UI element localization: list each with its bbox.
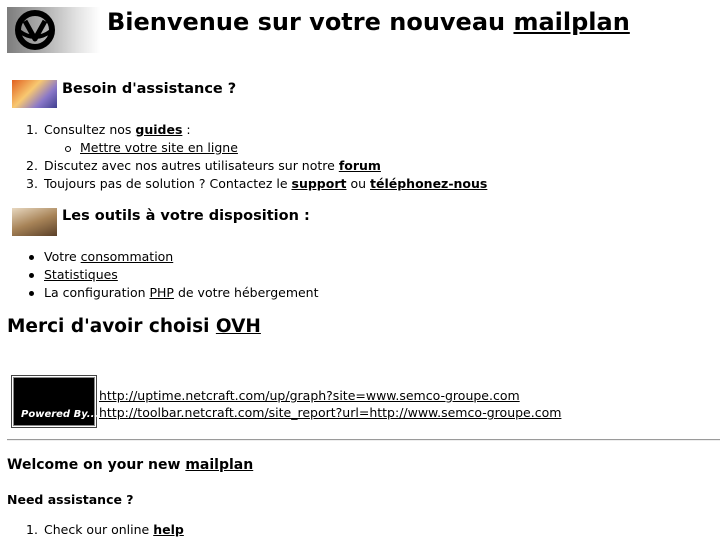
list-item: 1. Check our online help bbox=[26, 522, 184, 537]
english-mailplan-link[interactable]: mailplan bbox=[185, 457, 254, 473]
telephone-link[interactable]: téléphonez-nous bbox=[370, 176, 488, 191]
assistance-list bbox=[0, 121, 700, 193]
consommation-link[interactable]: consommation bbox=[80, 249, 174, 264]
thanks-heading: Merci d'avoir choisi OVH bbox=[7, 316, 261, 337]
uptime-link[interactable]: http://uptime.netcraft.com/up/graph?site=www.semco-groupe.com bbox=[99, 388, 520, 403]
list-item: Votre consommation bbox=[0, 248, 700, 266]
ovh-logo-icon bbox=[13, 9, 57, 51]
english-assistance-list bbox=[0, 521, 700, 539]
tools-list bbox=[0, 248, 700, 302]
english-welcome-heading: Welcome on your new mailplan bbox=[7, 457, 254, 473]
tools-icon bbox=[12, 208, 57, 236]
netcraft-badge[interactable]: Powered By... bbox=[13, 377, 95, 426]
php-link[interactable]: PHP bbox=[149, 285, 174, 300]
forum-link[interactable]: forum bbox=[338, 158, 381, 173]
list-item bbox=[0, 266, 700, 284]
mailplan-link[interactable]: mailplan bbox=[513, 8, 630, 36]
divider bbox=[7, 439, 720, 441]
list-item: 2. Discutez avec nos autres utilisateurs sur notre forum bbox=[26, 158, 381, 173]
list-item: 1. Consultez nos guides : bbox=[26, 122, 191, 137]
site-report-link[interactable]: http://toolbar.netcraft.com/site_report?url=http://www.semco-groupe.com bbox=[99, 405, 562, 420]
ovh-logo bbox=[7, 7, 100, 53]
netcraft-links bbox=[99, 387, 561, 421]
assistance-icon bbox=[12, 80, 57, 108]
list-item: 3. Toujours pas de solution ? Contactez le support ou téléphonez-nous bbox=[26, 176, 488, 191]
english-assistance-heading: Need assistance ? bbox=[7, 492, 134, 507]
list-item bbox=[0, 139, 700, 157]
ovh-link[interactable]: OVH bbox=[215, 316, 261, 337]
list-item: La configuration PHP de votre hébergement bbox=[0, 284, 700, 302]
support-link[interactable]: support bbox=[291, 176, 347, 191]
mettre-en-ligne-link[interactable]: Mettre votre site en ligne bbox=[80, 140, 238, 155]
page-title: Bienvenue sur votre nouveau mailplan bbox=[107, 8, 630, 36]
assistance-heading: Besoin d'assistance ? bbox=[62, 81, 237, 97]
help-link[interactable]: help bbox=[153, 522, 184, 537]
statistiques-link[interactable]: Statistiques bbox=[44, 267, 118, 282]
guides-link[interactable]: guides bbox=[135, 122, 183, 137]
tools-heading: Les outils à votre disposition : bbox=[62, 208, 310, 224]
